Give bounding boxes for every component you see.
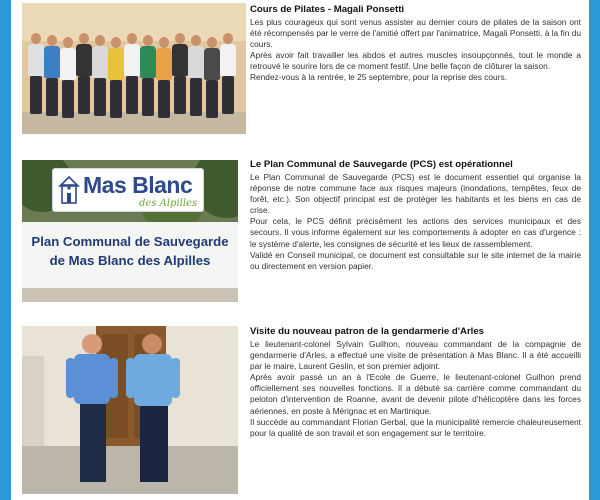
article-pilates — [11, 0, 589, 140]
article-title: Visite du nouveau patron de la gendarmerie d'Arles — [250, 326, 485, 337]
article-paragraph: Pour cela, le PCS définit précisément les actions des services municipaux et des secours. Il vous informe également sur les comportements à adopter en cas d'urgence : le système d'alerte, les consignes de sécurité et les lieux de rassemblement. — [250, 216, 581, 249]
article-paragraph: Après avoir fait travailler les abdos et autres muscles insoupçonnés, tout le monde a retrouvé le sourire lors de ce moment festif. Une belle façon de clôturer la saison. — [250, 50, 581, 72]
newsletter-page — [11, 0, 589, 500]
article-paragraph: Les plus courageux qui sont venus assister au dernier cours de pilates de la saison ont été récompensés par le verre de l'amitié offert par l'animatrice, Magali Ponsetti, à la fin du cours. — [250, 17, 581, 50]
article-pcs — [11, 158, 589, 306]
article-paragraph: Le Plan Communal de Sauvegarde (PCS) est le document essentiel qui organise la réponse de notre commune face aux risques majeurs (inondations, tempêtes, feux de forêt, etc.). Son objectif principal est de protéger les habitants et les biens en cas de crise. — [250, 172, 581, 216]
church-icon — [58, 175, 80, 205]
two-men-figure — [22, 326, 238, 494]
article-gendarmerie — [11, 322, 589, 500]
image-caption-line: Plan Communal de Sauvegarde — [31, 234, 229, 249]
article-pilates-text — [250, 3, 581, 84]
logo-title: Mas Blanc — [83, 172, 193, 198]
image-caption-line: de Mas Blanc des Alpilles — [49, 253, 211, 268]
article-paragraph: Le lieutenant-colonel Sylvain Guilhon, nouveau commandant de la compagnie de gendarmerie d'Arles, a effectué une visite de présentation à Mas Blanc. Il a été accueilli par le maire, Laurent Geslin, et son premier adjoint. — [250, 339, 581, 372]
article-gendarmerie-text — [250, 325, 581, 439]
pilates-group-photo — [22, 3, 246, 134]
article-paragraph: Après avoir passé un an à l'Ecole de Guerre, le lieutenant-colonel Guilhon prend officiellement ses nouvelles fonctions. Il a débuté sa carrière comme commandant du peloton d'intervention de Roanne, avant de devenir pilote d'hélicoptère dans les forces aériennes, en poste à Mérignac et en Martinique. — [250, 372, 581, 416]
article-paragraph: Validé en Conseil municipal, ce document est consultable sur le site internet de la mairie ou directement en version papier. — [250, 249, 581, 271]
logo-subtitle: des Alpilles — [139, 198, 198, 209]
article-title: Cours de Pilates - Magali Ponsetti — [250, 4, 405, 15]
mas-blanc-logo — [52, 168, 204, 212]
gendarmerie-visit-photo — [22, 326, 238, 494]
article-paragraph: Rendez-vous à la rentrée, le 25 septembre, pour la reprise des cours. — [250, 72, 507, 83]
article-pcs-text — [250, 158, 581, 272]
article-title: Le Plan Communal de Sauvegarde (PCS) est opérationnel — [250, 159, 513, 170]
pcs-cover-image — [22, 160, 238, 302]
article-paragraph: Il succède au commandant Florian Gerbal, que la municipalité remercie chaleureusement pour la qualité de son travail et son engagement sur le territoire. — [250, 416, 581, 438]
